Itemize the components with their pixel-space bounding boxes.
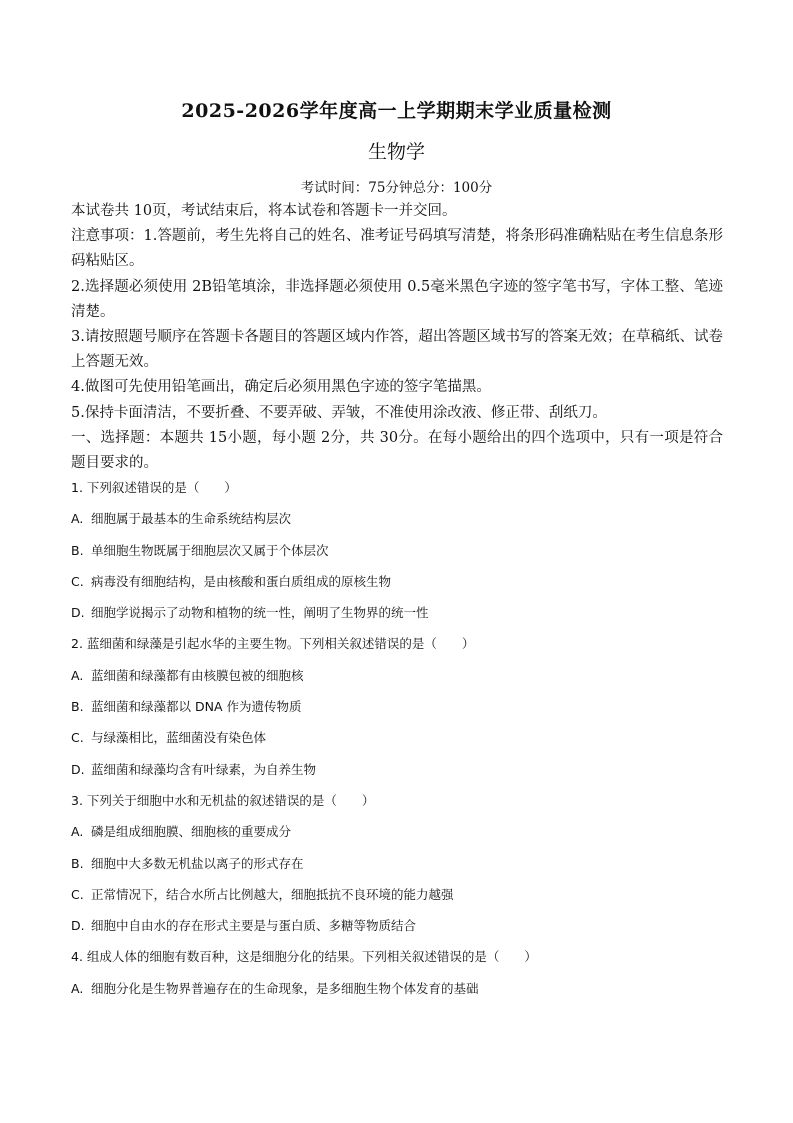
question-option [71,883,723,914]
question-option [71,601,723,632]
option-text: 蓝细菌和绿藻均含有叶绿素，为自养生物 [91,761,317,777]
question-stem: 2. 蓝细菌和绿藻是引起水华的主要生物。下列相关叙述错误的是（ ） [71,636,475,652]
option-text: 细胞学说揭示了动物和植物的统一性，阐明了生物界的统一性 [91,605,429,621]
instruction-line: 5.保持卡面清洁，不要折叠、不要弄破、弄皱，不准使用涂改液、修正带、刮纸刀。 [71,404,607,421]
option-letter: B. [71,699,84,715]
question-option [71,914,723,945]
option-letter: C. [71,730,84,746]
option-text: 正常情况下，结合水所占比例越大，细胞抵抗不良环境的能力越强 [91,886,454,902]
option-text: 蓝细菌和绿藻都以 DNA 作为遗传物质 [91,699,302,715]
subject-title: 生物学 [367,141,425,163]
instructions [71,199,723,476]
section-heading: 一、选择题：本题共 15小题，每小题 2分，共 30分。在每小题给出的四个选项中，只有一项是符合题目要求的。 [71,429,723,472]
instruction-line: 2.选择题必须使用 2B铅笔填涂，非选择题必须使用 0.5毫米黑色字迹的签字笔书写，字体工整、笔迹清楚。 [71,278,723,320]
question-option [71,820,723,851]
option-letter: A. [71,980,84,996]
option-text: 细胞中大多数无机盐以离子的形式存在 [91,855,304,871]
option-text: 单细胞生物既属于细胞层次又属于个体层次 [91,542,329,558]
question-option [71,695,723,726]
option-letter: A. [71,824,84,840]
option-letter: C. [71,573,84,589]
exam-info: 考试时间：75分钟总分：100分 [300,180,493,196]
instruction-line: 本试卷共 10页，考试结束后，将本试卷和答题卡一并交回。 [71,203,457,219]
question-stem: 4. 组成人体的细胞有数百种，这是细胞分化的结果。下列相关叙述错误的是（ ） [71,949,537,965]
question-stem: 3. 下列关于细胞中水和无机盐的叙述错误的是（ ） [71,792,375,808]
option-text: 细胞分化是生物界普遍存在的生命现象，是多细胞生物个体发育的基础 [91,980,479,996]
option-letter: A. [71,667,84,683]
instruction-line: 注意事项：1.答题前，考生先将自己的姓名、准考证号码填写清楚，将条形码准确粘贴在考生信息条形码粘贴区。 [71,228,723,270]
question-option [71,539,723,570]
question-option [71,507,723,538]
option-letter: D. [71,605,85,621]
option-letter: D. [71,918,85,934]
question-option [71,570,723,601]
question-option [71,664,723,695]
question-option [71,852,723,883]
option-text: 细胞中自由水的存在形式主要是与蛋白质、多糖等物质结合 [91,918,417,934]
option-text: 病毒没有细胞结构，是由核酸和蛋白质组成的原核生物 [91,573,392,589]
option-text: 磷是组成细胞膜、细胞核的重要成分 [91,824,292,840]
question-option [71,726,723,757]
exam-title: 2025-2026学年度高一上学期期末学业质量检测 [181,100,612,122]
question-list [71,476,723,1008]
question-option [71,977,723,1008]
option-letter: D. [71,761,85,777]
option-text: 细胞属于最基本的生命系统结构层次 [91,511,292,527]
question-option [71,758,723,789]
option-letter: B. [71,542,84,558]
option-text: 与绿藻相比，蓝细菌没有染色体 [91,730,267,746]
instruction-line: 4.做图可先使用铅笔画出，确定后必须用黑色字迹的签字笔描黑。 [71,379,491,396]
question-stem: 1. 下列叙述错误的是（ ） [71,480,237,495]
option-letter: A. [71,511,84,527]
option-letter: B. [71,855,84,871]
option-text: 蓝细菌和绿藻都有由核膜包被的细胞核 [91,667,304,683]
instruction-line: 3.请按照题号顺序在答题卡各题目的答题区域内作答，超出答题区域书写的答案无效；在草稿纸、试卷上答题无效。 [71,329,723,371]
option-letter: C. [71,886,84,902]
